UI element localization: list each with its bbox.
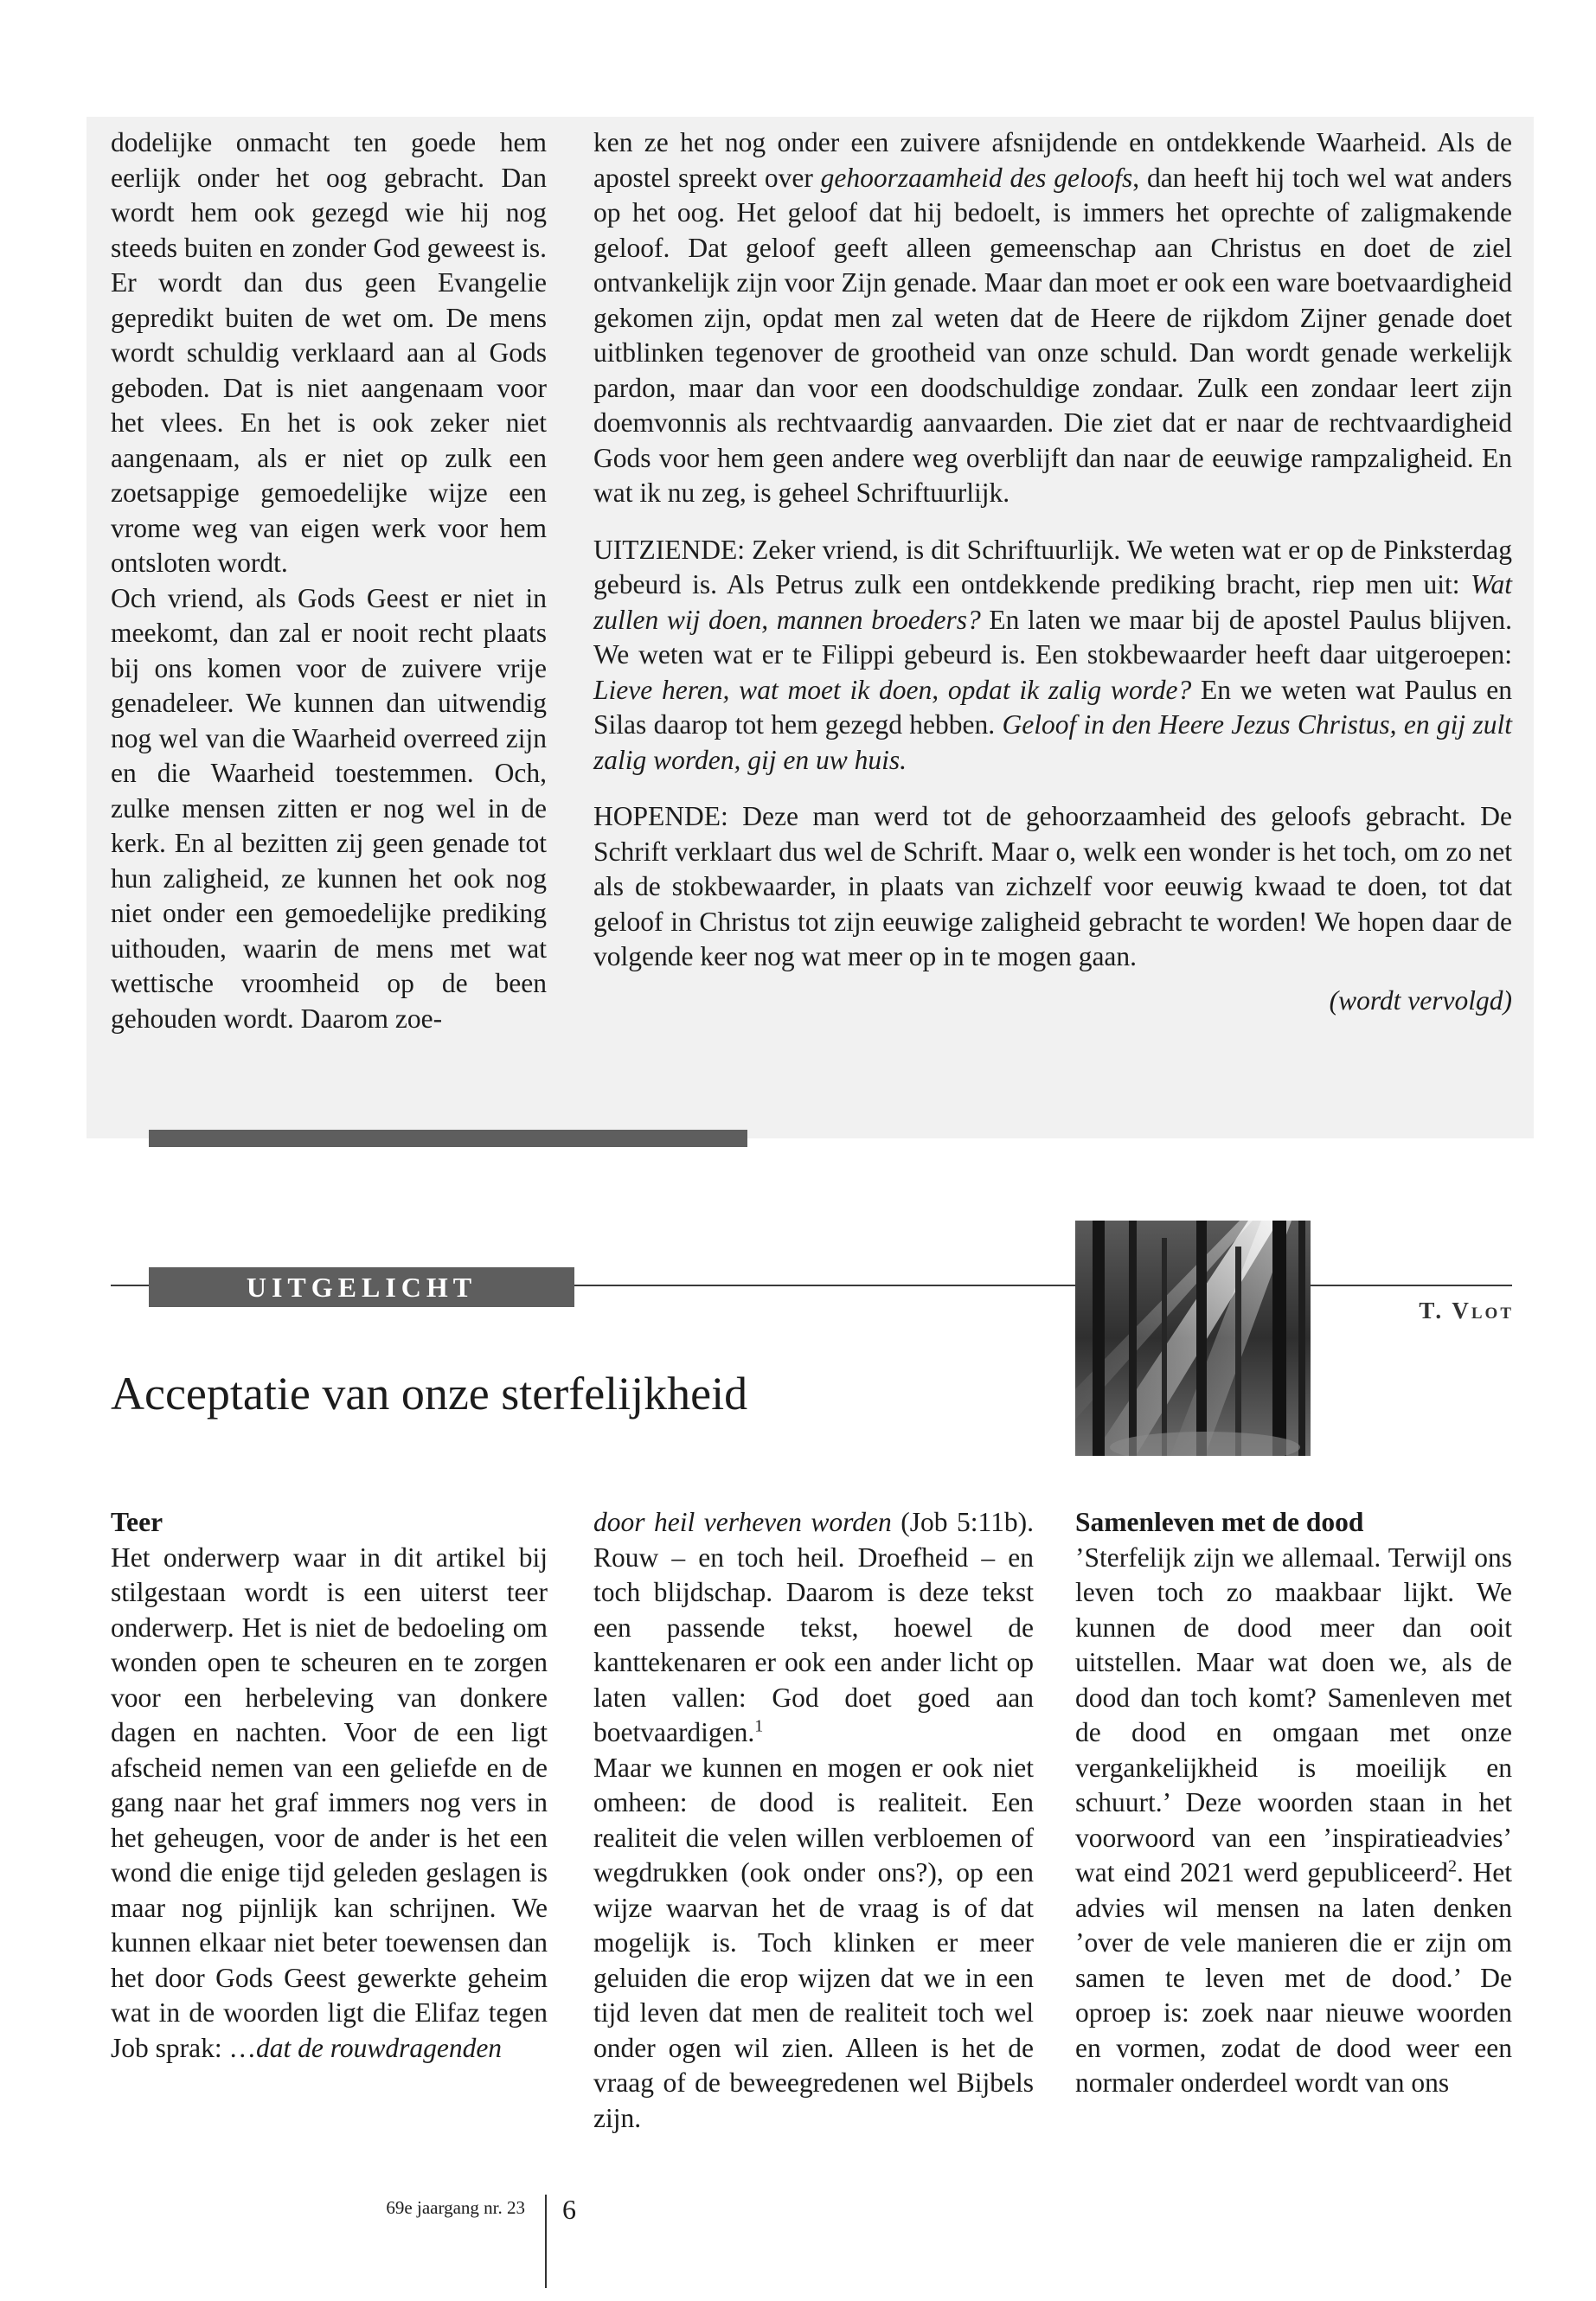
photo-graphic	[1075, 1221, 1311, 1456]
issue-info: 69e jaargang nr. 23	[386, 2197, 525, 2218]
footnote-ref: 2	[1447, 1856, 1457, 1876]
footer-divider	[545, 2195, 547, 2288]
paragraph: dodelijke onmacht ten goede hem eerlijk onder het oog gebracht. Dan wordt hem ook gezegd wie hij nog steeds buiten en zonder God geweest is. Er wordt dan dus geen Evangelie gepredikt buiten de wet om. De mens wordt schuldig verklaard aan al Gods geboden. Dat is niet aangenaam voor het vlees. En het is ook zeker niet aangenaam, als er niet op zulk een zoetsappige gemoedelijke wijze een vrome weg van eigen werk voor hem ontsloten wordt.	[111, 127, 547, 578]
top-article-left-column	[111, 125, 547, 1036]
article-title: Acceptatie van onze sterfelijkheid	[111, 1368, 748, 1420]
section-divider-bar	[149, 1130, 747, 1147]
paragraph: Och vriend, als Gods Geest er niet in meekomt, dan zal er nooit recht plaats bij ons komen voor de zuivere vrije genadeleer. We kunnen dan uitwendig nog wel van die Waarheid overreed zijn en die Waarheid toestemmen. Och, zulke mensen zitten er nog wel in de kerk. En al bezitten zij geen genade tot hun zaligheid, ze kunnen het ook nog niet onder een gemoedelijke prediking uithouden, waarin de mens met wat wettische vroomheid op de been gehouden wordt. Daarom zoe-	[111, 582, 547, 1034]
article-column-3	[1075, 1505, 1512, 2101]
forest-sunbeams-photo	[1075, 1221, 1311, 1456]
section-label: UITGELICHT	[149, 1267, 574, 1307]
paragraph: Maar we kunnen en mogen er ook niet omheen: de dood is realiteit. Een realiteit die velen willen verbloemen of wegdrukken (ook onder ons?), op een wijze waarvan het de vraag is of dat mogelijk is. Toch klinken er meer geluiden die erop wijzen dat we in een tijd leven dat men de realiteit toch wel onder ogen wil zien. Alleen is het de vraag of de beweegredenen wel Bijbels zijn.	[593, 1752, 1034, 2133]
paragraph: ’Sterfelijk zijn we allemaal. Terwijl ons leven toch zo maakbaar lijkt. We kunnen de dood meer dan ooit uitstellen. Maar wat doen we, als de dood dan toch komt? Samenleven met de dood en omgaan met onze vergankelijkheid is moeilijk en schuurt.’ Deze woorden staan in het voorwoord van een ’inspiratieadvies’ wat eind 2021 werd gepubliceerd$^2$. Het advies wil mensen na laten denken ’over de vele manieren die er zijn om samen te leven met de dood.’ De oproep is: zoek naar nieuwe woorden en vormen, zodat de dood weer een normaler onderdeel wordt van ons	[1075, 1541, 1512, 2098]
paragraph: ken ze het nog onder een zuivere afsnijdende en ontdekkende Waarheid. Als de apostel spreekt over gehoorzaamheid des geloofs, dan heeft hij toch wel wat anders op het oog. Het geloof dat hij bedoelt, is immers het oprechte of zaligmakende geloof. Dat geloof geeft alleen gemeenschap aan Christus en doet de ziel ontvankelijk zijn voor Zijn genade. Maar dan moet er ook een ware boetvaardigheid gekomen zijn, opdat men zal weten dat de Heere de rijkdom Zijner genade doet uitblinken tegenover de grootheid van onze schuld. Dan wordt genade werkelijk pardon, maar dan voor een doodschuldige zondaar. Zulk een zondaar leert zijn doemvonnis als rechtvaardig aanvaarden. Die ziet dat er naar de rechtvaardigheid Gods voor hem geen andere weg overblijft dan naar de eeuwige rampzaligheid. En wat ik nu zeg, is geheel Schriftuurlijk.	[593, 127, 1512, 508]
paragraph: HOPENDE: Deze man werd tot de gehoorzaamheid des geloofs gebracht. De Schrift verklaart dus wel de Schrift. Maar o, welk een wonder is het toch, om zo net als de stokbewaarder, in plaats van zichzelf voor eeuwig kwaad te doen, tot dat geloof in Christus tot zijn eeuwige zaligheid gebracht te worden! We hopen daar de volgende keer nog wat meer op in te mogen gaan.	[593, 801, 1512, 971]
article-column-1	[111, 1505, 548, 2066]
footnote-ref: 1	[754, 1716, 764, 1736]
top-article-right-column	[593, 125, 1512, 1018]
continued-note: (wordt vervolgd)	[1329, 984, 1512, 1016]
author-name: T. Vlot	[1419, 1298, 1514, 1324]
paragraph: UITZIENDE: Zeker vriend, is dit Schriftuurlijk. We weten wat er op de Pinksterdag gebeurd is. Als Petrus zulk een ontdekkende prediking bracht, riep men uit: Wat zullen wij doen, mannen broeders? En laten we maar bij de apostel Paulus blijven. We weten wat er te Filippi gebeurd is. Een stokbewaarder heeft daar uitgeroepen: Lieve heren, wat moet ik doen, opdat ik zalig worde? En we weten wat Paulus en Silas daarop tot hem gezegd hebben. Geloof in den Heere Jezus Christus, en gij zult zalig worden, gij en uw huis.	[593, 534, 1513, 775]
subheading: Teer	[111, 1507, 163, 1537]
paragraph: Het onderwerp waar in dit artikel bij stilgestaan wordt is een uiterst teer onderwerp. Het is niet de bedoeling om wonden open te scheuren en te zorgen voor een herbeleving van donkere dagen en nachten. Voor de een ligt afscheid nemen van een geliefde en de gang naar het graf immers nog vers in het geheugen, voor de ander is het een wond die enige tijd geleden geslagen is maar nog pijnlijk kan schrijnen. We kunnen elkaar niet beter toewensen dan het door Gods Geest gewerkte geheim wat in de woorden ligt die Elifaz tegen Job sprak: …dat de rouwdragenden	[111, 1541, 548, 2063]
article-column-2	[593, 1505, 1034, 2136]
page-number: 6	[562, 2194, 576, 2225]
subheading: Samenleven met de dood	[1075, 1507, 1364, 1537]
paragraph: door heil verheven worden (Job 5:11b). Rouw – en toch heil. Droefheid – en toch blijdschap. Daarom is deze tekst een passende tekst, hoewel de kanttekenaren er ook een ander licht op laten vallen: God doet goed aan boetvaardigen.$^1$	[593, 1507, 1034, 1747]
